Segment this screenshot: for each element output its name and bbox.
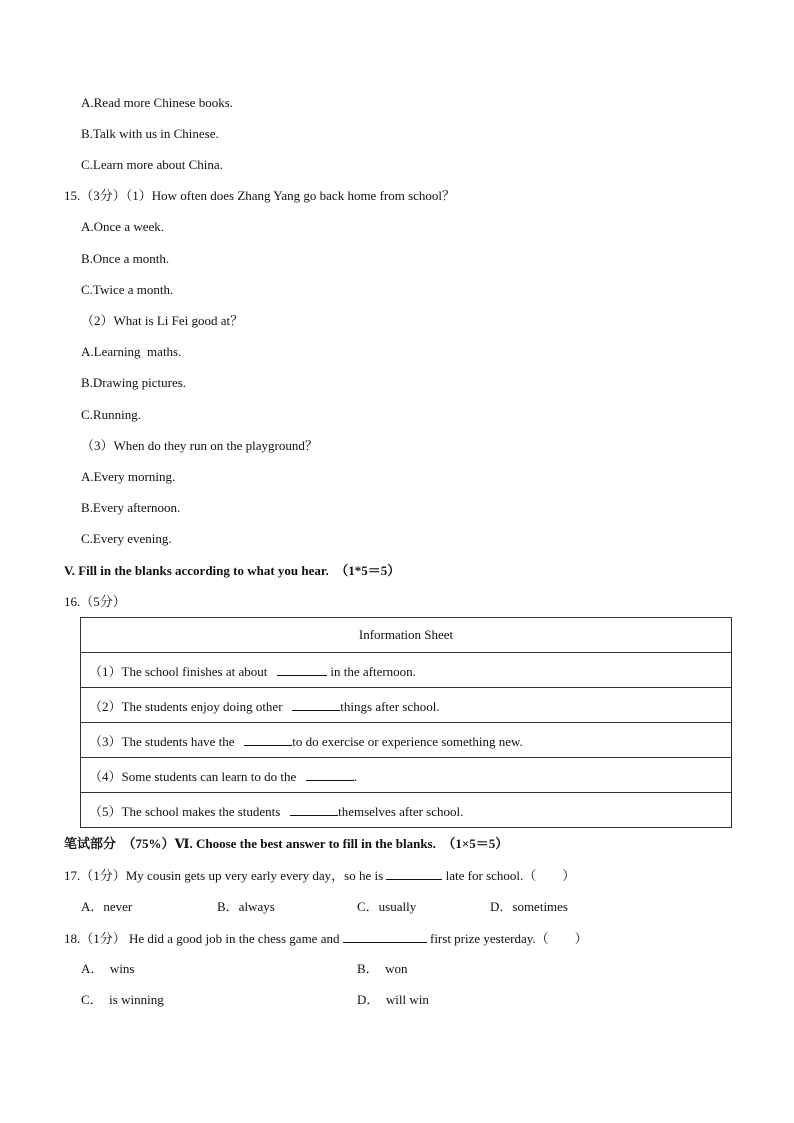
q17-option-d: D．sometimes: [490, 899, 568, 914]
q18-stem-after: first prize yesterday.（ ）: [426, 931, 588, 946]
information-sheet-title: Information Sheet: [81, 618, 732, 653]
q15-p3-option-c: C.Every evening.: [81, 531, 172, 546]
info-row-5: [81, 793, 732, 828]
answer-blank[interactable]: [343, 930, 427, 943]
info-row-2-before: （2）The students enjoy doing other: [89, 698, 293, 714]
q15-p1-option-a: A.Once a week.: [81, 219, 165, 234]
info-row-1: [81, 653, 732, 688]
info-row-1-after: in the afternoon.: [327, 663, 416, 679]
q15-p2-option-b: B.Drawing pictures.: [81, 375, 187, 390]
q17-stem-after: late for school.（ ）: [442, 868, 576, 883]
info-row-2-after: things after school.: [340, 698, 440, 714]
information-sheet-table: [80, 617, 732, 828]
q14-option-c: C.Learn more about China.: [81, 157, 223, 172]
q17-option-a: A．never: [81, 899, 133, 914]
answer-blank[interactable]: [306, 768, 354, 781]
answer-blank[interactable]: [244, 733, 292, 746]
q15-p1-option-b: B.Once a month.: [81, 251, 170, 266]
info-row-5-before: （5）The school makes the students: [89, 803, 291, 819]
info-row-3-before: （3）The students have the: [89, 733, 245, 749]
q15-p2-option-c: C.Running.: [81, 407, 141, 422]
info-row-2: [81, 688, 732, 723]
info-row-3-after: to do exercise or experience something new.: [292, 733, 523, 749]
q15-p2-question: （2）What is Li Fei good at？: [81, 313, 244, 328]
q14-option-b: B.Talk with us in Chinese.: [81, 126, 219, 141]
q18-stem: [64, 930, 588, 947]
q15-p3-option-b: B.Every afternoon.: [81, 500, 181, 515]
q17-stem: [64, 867, 575, 884]
q15-p3-option-a: A.Every morning.: [81, 469, 176, 484]
q18-stem-before: 18.（1分） He did a good job in the chess game and: [64, 931, 343, 946]
q17-stem-before: 17.（1分）My cousin gets up very early every day，so he is: [64, 868, 387, 883]
section-6-heading: 笔试部分 （75%）Ⅵ. Choose the best answer to fill in the blanks. （1×5＝5）: [64, 836, 509, 851]
answer-blank[interactable]: [277, 663, 327, 676]
q17-option-b: B．always: [217, 899, 275, 914]
answer-blank[interactable]: [386, 867, 442, 880]
q16-stem: 16.（5分）: [64, 594, 126, 609]
q18-option-c: C． is winning: [81, 992, 164, 1007]
q15-p1-option-c: C.Twice a month.: [81, 282, 174, 297]
q14-option-a: A.Read more Chinese books.: [81, 95, 234, 110]
info-row-4-before: （4）Some students can learn to do the: [89, 768, 306, 784]
info-row-5-after: themselves after school.: [338, 803, 464, 819]
q17-option-c: C．usually: [357, 899, 417, 914]
q18-option-b: B． won: [357, 961, 408, 976]
info-row-4: [81, 758, 732, 793]
q15-p3-question: （3）When do they run on the playground？: [81, 438, 318, 453]
answer-blank[interactable]: [292, 698, 340, 711]
info-row-3: [81, 723, 732, 758]
q15-p2-option-a: A.Learning maths.: [81, 344, 182, 359]
answer-blank[interactable]: [290, 803, 338, 816]
q18-option-d: D． will win: [357, 992, 429, 1007]
section-5-heading: V. Fill in the blanks according to what you hear. （1*5＝5）: [64, 563, 401, 578]
info-row-4-after: .: [354, 768, 358, 784]
q15-stem: 15.（3分）（1）How often does Zhang Yang go back home from school？: [64, 188, 456, 203]
info-row-1-before: （1）The school finishes at about: [89, 663, 278, 679]
q18-option-a: A． wins: [81, 961, 135, 976]
